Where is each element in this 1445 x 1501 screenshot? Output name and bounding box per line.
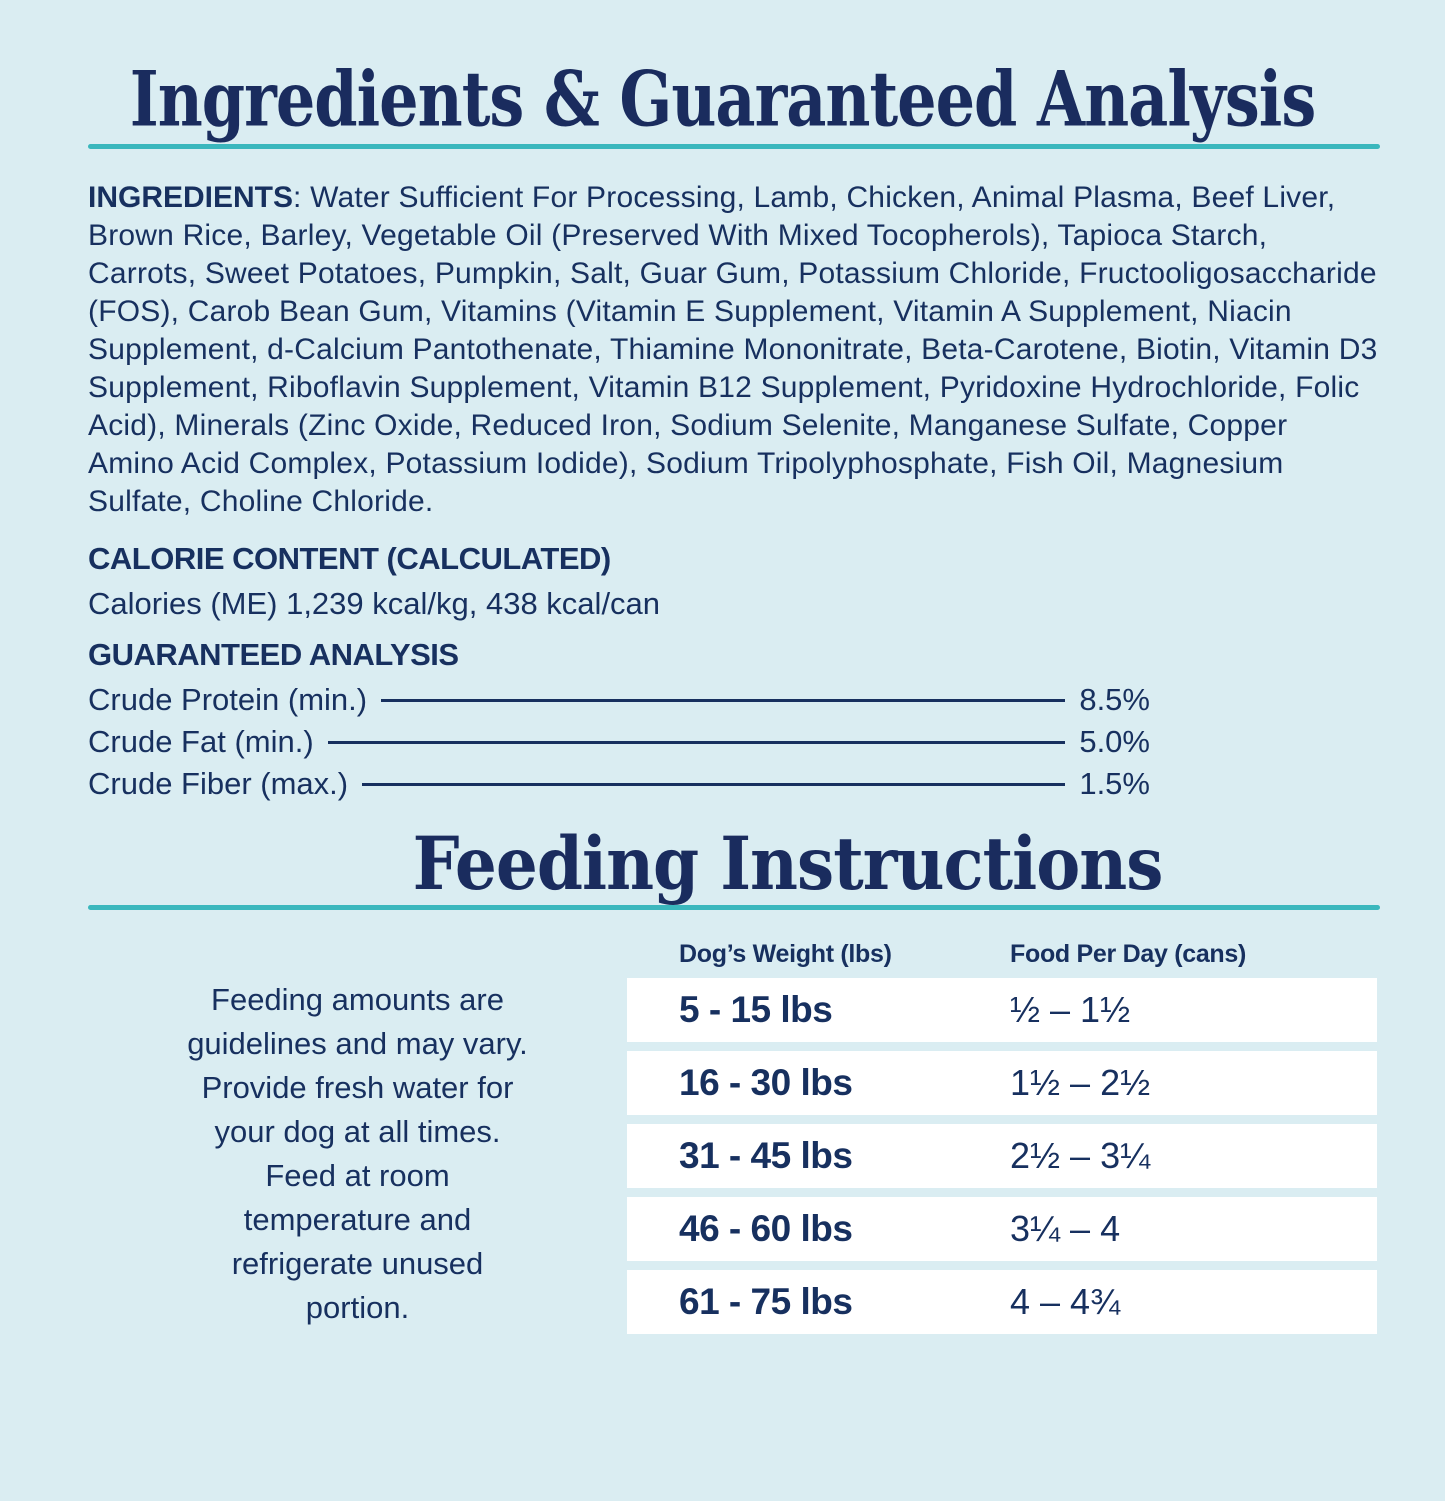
analysis-value: 5.0%	[1079, 724, 1150, 760]
column-header-food-per-day: Food Per Day (cans)	[1010, 940, 1247, 969]
weight-range: 61 - 75 lbs	[679, 1281, 853, 1323]
feeding-table-header-row	[627, 938, 1377, 978]
analysis-value: 1.5%	[1079, 766, 1150, 802]
note-line: guidelines and may vary.	[187, 1026, 528, 1062]
weight-range: 16 - 30 lbs	[679, 1062, 853, 1104]
weight-range: 31 - 45 lbs	[679, 1135, 853, 1177]
feeding-section-title: Feeding Instructions	[412, 821, 1163, 907]
analysis-value: 8.5%	[1079, 682, 1150, 718]
analysis-label: Crude Fat (min.)	[88, 724, 314, 760]
note-line: your dog at all times.	[214, 1114, 501, 1150]
weight-range: 5 - 15 lbs	[679, 989, 833, 1031]
note-line: refrigerate unused	[231, 1246, 484, 1282]
feeding-table-row	[627, 1124, 1377, 1188]
note-line: Provide fresh water for	[201, 1070, 514, 1106]
ingredients-analysis-section	[0, 56, 1445, 805]
analysis-row-crude-protein	[88, 679, 1150, 721]
food-amount: 3¼ – 4	[1010, 1208, 1121, 1250]
ingredients-label: INGREDIENTS	[88, 181, 294, 215]
leader-line	[328, 741, 1066, 744]
analysis-label: Crude Fiber (max.)	[88, 766, 349, 802]
analysis-label: Crude Protein (min.)	[88, 682, 368, 718]
feeding-table-row	[627, 978, 1377, 1042]
feeding-table-row	[627, 1197, 1377, 1261]
calorie-content-value: Calories (ME) 1,239 kcal/kg, 438 kcal/can	[88, 586, 661, 622]
guaranteed-analysis-rows	[88, 679, 1150, 805]
teal-divider-top	[88, 144, 1380, 149]
weight-range: 46 - 60 lbs	[679, 1208, 853, 1250]
leader-line	[381, 699, 1065, 702]
ingredients-section-title: Ingredients & Guaranteed Analysis	[129, 54, 1316, 144]
ingredients-text: : Water Sufficient For Processing, Lamb, Chicken, Animal Plasma, Beef Liver, Brown Rice, Barley, Vegetable Oil (Preserved With Mixed Tocopherols), Tapioca Starch, Carrots, Sweet Potatoes, Pumpkin, Salt, Guar Gum, Potassium Chloride, Fructooligosaccharide (FOS), Carob Bean Gum, Vitamins (Vitamin E Supplement, Vitamin A Supplement, Niacin Supplement, d-Calcium Pantothenate, Thiamine Mononitrate, Beta-Carotene, Biotin, Vitamin D3 Supplement, Riboflavin Supplement, Vitamin B12 Supplement, Pyridoxine Hydrochloride, Folic Acid), Minerals (Zinc Oxide, Reduced Iron, Sodium Selenite, Manganese Sulfate, Copper Amino Acid Complex, Potassium Iodide), Sodium Tripolyphosphate, Fish Oil, Magnesium Sulfate, Choline Chloride.	[88, 181, 1378, 519]
note-line: temperature and	[243, 1202, 472, 1238]
note-line: portion.	[305, 1290, 410, 1326]
food-amount: ½ – 1½	[1010, 989, 1131, 1031]
pet-food-label-panel	[0, 56, 1445, 1501]
calorie-content-heading: CALORIE CONTENT (CALCULATED)	[88, 541, 611, 577]
leader-line	[362, 783, 1065, 786]
food-amount: 1½ – 2½	[1010, 1062, 1151, 1104]
food-amount: 4 – 4¾	[1010, 1281, 1121, 1323]
feeding-instructions-section	[0, 823, 1445, 1343]
ingredients-paragraph	[88, 179, 1378, 521]
feeding-table	[627, 938, 1377, 1343]
feeding-guidelines-note	[88, 938, 627, 1330]
feeding-table-row	[627, 1270, 1377, 1334]
column-header-dogs-weight: Dog’s Weight (lbs)	[679, 940, 892, 969]
note-line: Feed at room	[265, 1158, 450, 1194]
note-line: Feeding amounts are	[211, 982, 504, 1018]
feeding-table-row	[627, 1051, 1377, 1115]
feeding-body	[88, 938, 1445, 1343]
analysis-row-crude-fiber	[88, 763, 1150, 805]
analysis-row-crude-fat	[88, 721, 1150, 763]
food-amount: 2½ – 3¼	[1010, 1135, 1151, 1177]
guaranteed-analysis-heading: GUARANTEED ANALYSIS	[88, 637, 459, 673]
